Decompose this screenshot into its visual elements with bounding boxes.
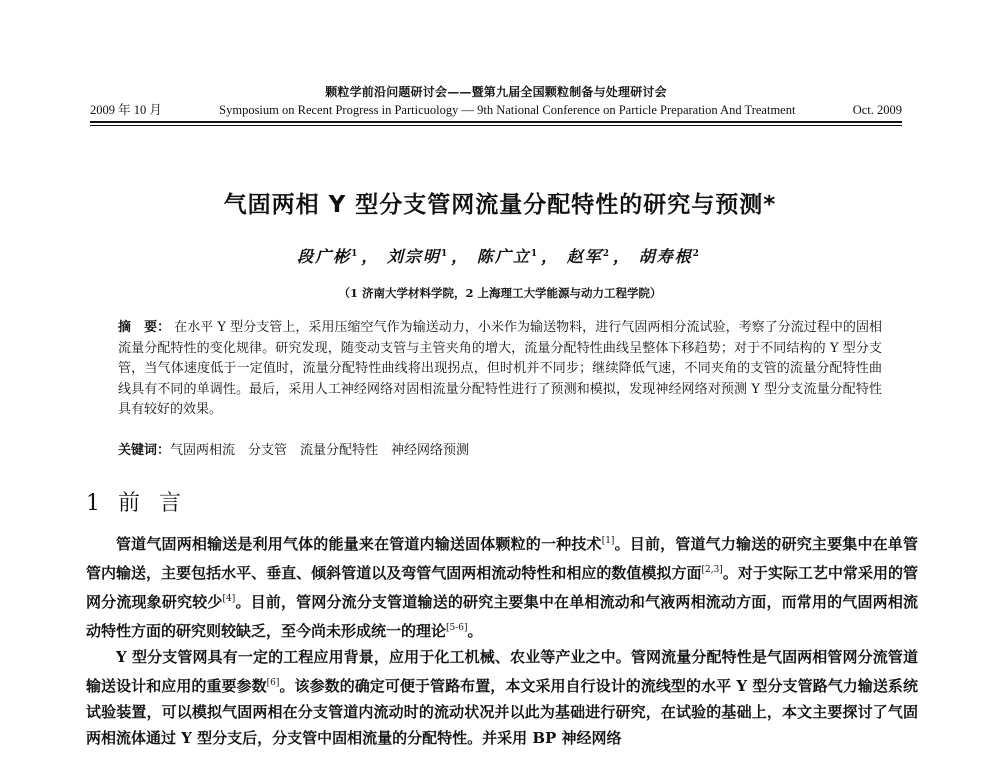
keywords <box>118 441 882 461</box>
abstract-text: 在水平 Y 型分支管上，采用压缩空气作为输送动力，小米作为输送物料，进行气固两相分流试验，考察了分流过程中的固相流量分配特性的变化规律。研究发现，随变动支管与主管夹角的增大，流量分配特性曲线呈整体下移趋势；对于不同结构的 Y 型分支管，当气体速度低于一定值时，流量分配特性曲线将出现拐点，但时机并不同步；继续降低气速，不同夹角的支管的流量分配特性曲线具有不同的单调性。最后，采用人工神经网络对固相流量分配特性进行了预测和模拟，发现神经网络对预测 Y 型分支流量分配特性具有较好的效果。 <box>118 320 882 417</box>
section-heading <box>86 486 187 517</box>
paragraph: 管道气固两相输送是利用气体的能量来在管道内输送固体颗粒的一种技术[1]。目前，管道气力输送的研究主要集中在单管管内输送，主要包括水平、垂直、倾斜管道以及弯管气固两相流动特性和相应的数值模拟方面[2,3]。对于实际工艺中常采用的管网分流现象研究较少[4]。目前，管网分流分支管道输送的研究主要集中在单相流动和气液两相流动方面，而常用的气固两相流动特性方面的研究则较缺乏，至今尚未形成统一的理论[5-6]。 <box>86 535 918 640</box>
affiliations: （1 济南大学材料学院，2 上海理工大学能源与动力工程学院） <box>338 286 662 300</box>
section-body <box>86 528 918 751</box>
header-rule <box>90 121 902 123</box>
running-header <box>90 84 902 126</box>
paragraph: Y 型分支管网具有一定的工程应用背景，应用于化工机械、农业等产业之中。管网流量分配特性是气固两相管网分流管道输送设计和应用的重要参数[6]。该参数的确定可便于管路布置，本文采用自行设计的流线型的水平 Y 型分支管路气力输送系统试验装置，可以模拟气固两相在分支管道内流动时的流动状况并以此为基础进行研究，在试验的基础上，本文主要探讨了气固两相流体通过 Y 型分支后，分支管中固相流量的分配特性。并采用 BP 神经网络 <box>86 648 918 747</box>
header-date-en: Oct. 2009 <box>852 103 902 117</box>
header-conference-title: 颗粒学前沿问题研讨会——暨第九届全国颗粒制备与处理研讨会 <box>325 85 667 99</box>
citation[interactable]: [6] <box>266 678 280 688</box>
citation[interactable]: [5-6] <box>446 623 468 633</box>
header-info-line <box>90 102 902 118</box>
author: 段广彬$^1$ <box>297 247 360 266</box>
keywords-label: 关键词： <box>118 443 171 458</box>
header-symposium: Symposium on Recent Progress in Particuology — 9th National Conference on Particle Preparation And Treatment <box>219 103 796 117</box>
citation[interactable]: [1] <box>601 536 615 546</box>
author: 陈广立$^1$ <box>476 247 540 266</box>
section-number: 1 <box>86 491 100 516</box>
header-date-cn: 2009 年 10 月 <box>90 103 162 117</box>
abstract-label: 摘 要： <box>118 320 171 335</box>
abstract <box>118 318 882 421</box>
keywords-text: 气固两相流 分支管 流量分配特性 神经网络预测 <box>170 443 470 458</box>
author: 赵军$^2$ <box>566 247 611 266</box>
author-list: 段广彬$^1$ ， 刘宗明$^1$ ， 陈广立$^1$ ， 赵军$^2$ ， 胡寿根$^2$ <box>297 247 701 266</box>
header-rule-secondary <box>90 125 902 126</box>
citation[interactable]: [2,3] <box>701 565 723 575</box>
author: 胡寿根$^2$ <box>638 247 701 266</box>
paper-title: 气固两相 Y 型分支管网流量分配特性的研究与预测* <box>223 192 777 218</box>
author: 刘宗明$^1$ <box>387 247 450 266</box>
citation[interactable]: [4] <box>222 594 236 604</box>
section-title: 前 言 <box>118 491 187 516</box>
